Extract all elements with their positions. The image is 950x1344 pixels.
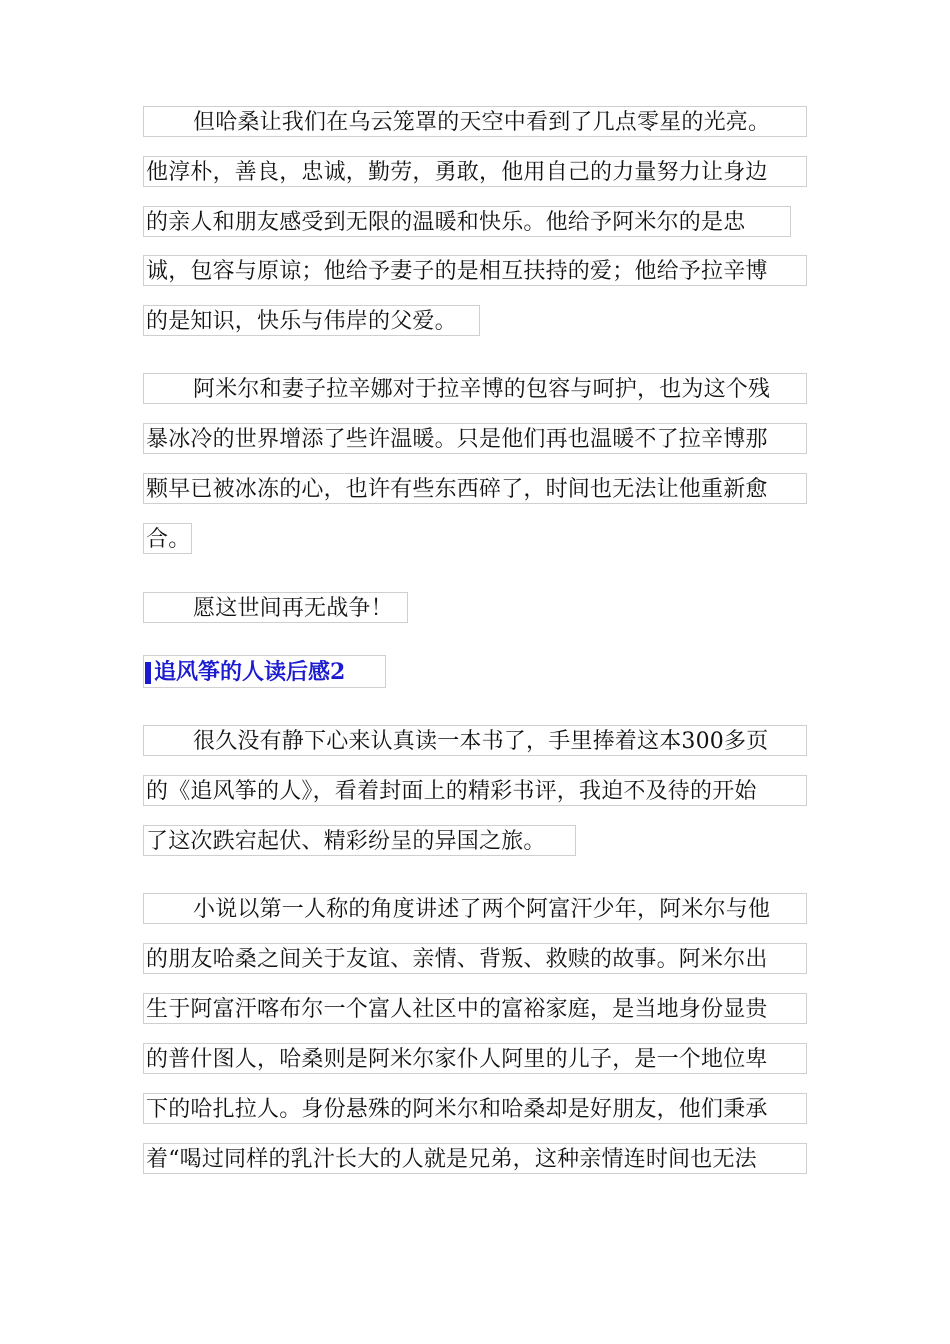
paragraph-1-line-4: 诚，包容与原谅；他给予妻子的是相互扶持的爱；他给予拉辛博 — [143, 255, 807, 286]
paragraph-2-line-2: 暴冰冷的世界增添了些许温暖。只是他们再也温暖不了拉辛博那 — [143, 423, 807, 454]
paragraph-3-line-1: 愿这世间再无战争！ — [143, 592, 408, 623]
paragraph-2-line-3: 颗早已被冰冻的心，也许有些东西碎了，时间也无法让他重新愈 — [143, 473, 807, 504]
paragraph-4-line-2: 的《追风筝的人》，看着封面上的精彩书评，我迫不及待的开始 — [143, 775, 807, 806]
paragraph-5-line-1: 小说以第一人称的角度讲述了两个阿富汗少年，阿米尔与他 — [143, 893, 807, 924]
paragraph-5-line-3: 生于阿富汗喀布尔一个富人社区中的富裕家庭，是当地身份显贵 — [143, 993, 807, 1024]
paragraph-5-line-6: 着“喝过同样的乳汁长大的人就是兄弟，这种亲情连时间也无法 — [143, 1143, 807, 1174]
paragraph-1-line-1: 但哈桑让我们在乌云笼罩的天空中看到了几点零星的光亮。 — [143, 106, 807, 137]
paragraph-2-line-1: 阿米尔和妻子拉辛娜对于拉辛博的包容与呵护，也为这个残 — [143, 373, 807, 404]
paragraph-5-line-5: 下的哈扎拉人。身份悬殊的阿米尔和哈桑却是好朋友，他们秉承 — [143, 1093, 807, 1124]
paragraph-1-line-2: 他淳朴，善良，忠诚，勤劳，勇敢，他用自己的力量努力让身边 — [143, 156, 807, 187]
paragraph-1-line-3: 的亲人和朋友感受到无限的温暖和快乐。他给予阿米尔的是忠 — [143, 206, 791, 237]
paragraph-4-line-3: 了这次跌宕起伏、精彩纷呈的异国之旅。 — [143, 825, 576, 856]
section-heading-text: 追风筝的人读后感2 — [154, 659, 346, 685]
paragraph-2-line-4: 合。 — [143, 523, 192, 554]
section-heading — [143, 655, 386, 688]
paragraph-4-line-1: 很久没有静下心来认真读一本书了，手里捧着这本300多页 — [143, 725, 807, 756]
paragraph-5-line-4: 的普什图人，哈桑则是阿米尔家仆人阿里的儿子，是一个地位卑 — [143, 1043, 807, 1074]
paragraph-5-line-2: 的朋友哈桑之间关于友谊、亲情、背叛、救赎的故事。阿米尔出 — [143, 943, 807, 974]
paragraph-1-line-5: 的是知识，快乐与伟岸的父爱。 — [143, 305, 480, 336]
heading-marker — [145, 662, 151, 684]
